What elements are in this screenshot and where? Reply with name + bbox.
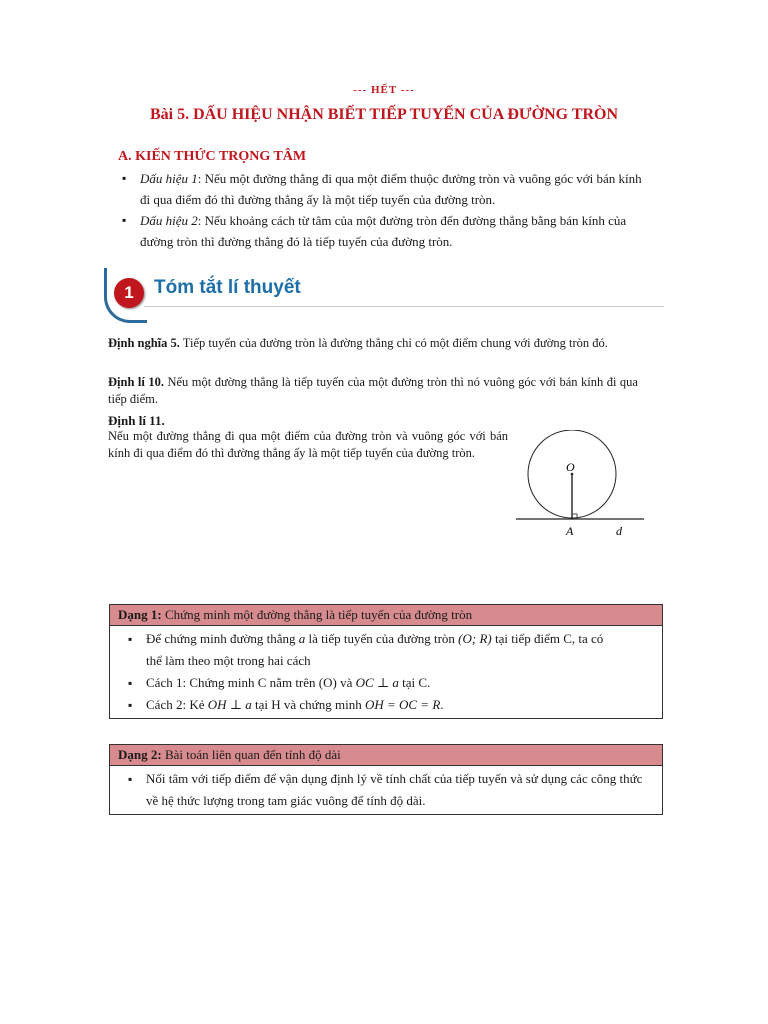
- text-segment: tại H và chứng minh: [251, 697, 365, 712]
- section-number-badge: 1: [114, 278, 144, 308]
- sign-text: : Nếu khoảng cách từ tâm của một đường tròn đến đường thẳng bằng bán kính của đường tròn thì đường thẳng đó là tiếp tuyến của đường tròn.: [140, 213, 627, 249]
- text-segment: là tiếp tuyến của đường tròn: [305, 631, 459, 646]
- dang-label: Dạng 2:: [118, 747, 162, 762]
- dang-2-header: [110, 745, 662, 766]
- text-segment: Để chứng minh đường thẳng: [146, 631, 299, 646]
- end-marker: --- HẾT ---: [353, 84, 415, 96]
- text-segment: tại C.: [398, 675, 431, 690]
- sign-label: Dấu hiệu 2: [140, 213, 198, 228]
- definition-label: Định nghĩa 5.: [108, 336, 180, 350]
- dang-2-box: [109, 744, 663, 815]
- theorem-11-text: Nếu một đường thẳng đi qua một điểm của đường tròn và vuông góc với bán kính đi qua điểm đó thì đường thẳng ấy là một tiếp tuyến của đường tròn.: [108, 429, 508, 460]
- dang-2-list: [110, 766, 662, 814]
- text-segment: Cách 1: Chứng minh C nằm trên (O) và: [146, 675, 356, 690]
- list-item: [124, 694, 654, 716]
- math-expression: OC ⊥ a: [355, 675, 399, 690]
- theorem-text: Nếu một đường thẳng là tiếp tuyến của một đường tròn thì nó vuông góc với bán kính đi qua tiếp điểm.: [108, 375, 638, 406]
- line-label-d: d: [616, 524, 622, 538]
- theorem-11-label: Định lí 11.: [108, 413, 165, 428]
- sign-text: : Nếu một đường thẳng đi qua một điểm thuộc đường tròn và vuông góc với bán kính đi qua điểm đó thì đường thẳng ấy là một tiếp tuyến của đường tròn.: [140, 171, 642, 207]
- text-segment: tại tiếp điểm C, ta có: [491, 631, 604, 646]
- math-var: a: [298, 631, 306, 646]
- list-item: [118, 168, 646, 210]
- math-expression: OH = OC = R: [364, 697, 441, 712]
- dang-1-list: [110, 626, 662, 718]
- list-item: [124, 672, 654, 694]
- theorem-label: Định lí 10.: [108, 375, 164, 389]
- sign-label: Dấu hiệu 1: [140, 171, 198, 186]
- list-item: ▪ Nối tâm với tiếp điểm để vận dụng định lý về tính chất của tiếp tuyến và sử dụng các công thức về hệ thức lượng trong tam giác vuông để tính độ dài.: [124, 768, 654, 812]
- dang-1-header: [110, 605, 662, 626]
- key-points-list: [118, 168, 646, 252]
- dang-1-box: [109, 604, 663, 719]
- point-label-a: A: [566, 524, 574, 538]
- tangent-figure: [516, 430, 644, 546]
- section-a-heading: A. KIẾN THỨC TRỌNG TÂM: [118, 149, 307, 164]
- text-segment: Cách 2: Kẻ: [146, 697, 208, 712]
- summary-heading-label: Tóm tắt lí thuyết: [154, 277, 301, 298]
- theorem-10: [108, 374, 638, 408]
- list-item: [118, 210, 646, 252]
- math-circle: (O; R): [458, 631, 492, 646]
- center-label-o: O: [566, 460, 575, 474]
- list-item-continuation: thể làm theo một trong hai cách: [146, 653, 311, 668]
- math-expression: OH ⊥ a: [207, 697, 252, 712]
- dang-title: Bài toán liên quan đến tính độ dài: [161, 747, 341, 762]
- definition-5: [108, 335, 638, 352]
- text-segment: .: [440, 697, 444, 712]
- lesson-title: Bài 5. DẤU HIỆU NHẬN BIẾT TIẾP TUYẾN CỦA ĐƯỜNG TRÒN: [149, 106, 619, 123]
- dang-label: Dạng 1:: [118, 607, 162, 622]
- heading-divider: [144, 306, 664, 307]
- summary-heading: [104, 266, 664, 316]
- dang-title: Chứng minh một đường thẳng là tiếp tuyến của đường tròn: [161, 607, 473, 622]
- definition-text: Tiếp tuyến của đường tròn là đường thẳng chỉ có một điểm chung với đường tròn đó.: [179, 336, 608, 350]
- list-item: [124, 628, 654, 672]
